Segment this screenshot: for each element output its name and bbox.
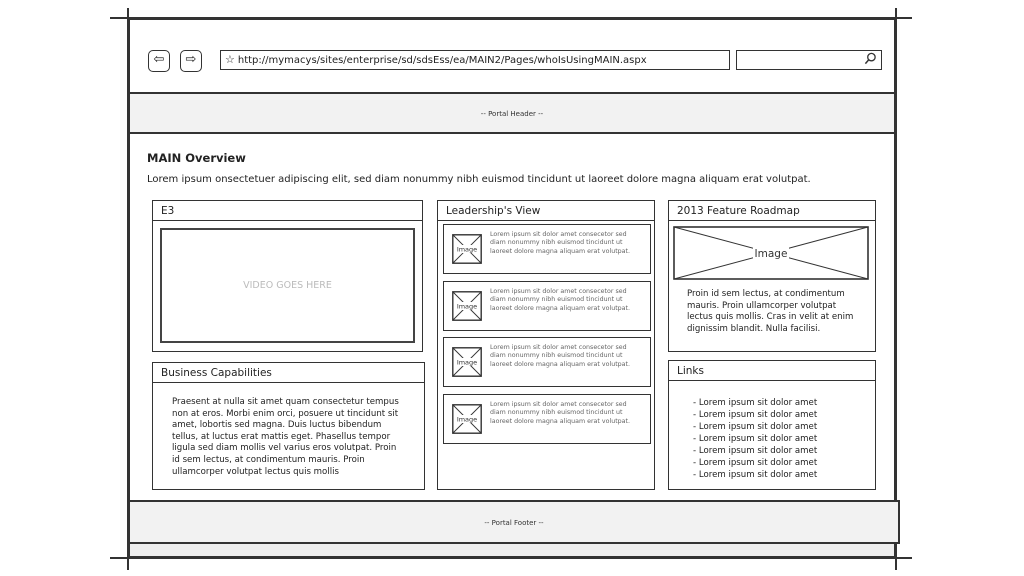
- leadership-item-text: [490, 231, 644, 256]
- search-input[interactable]: [736, 50, 882, 70]
- leadership-line: Lorem ipsum sit dolor amet consecetor sed: [490, 344, 627, 351]
- leadership-item[interactable]: [443, 394, 651, 444]
- image-label: Image: [456, 302, 478, 311]
- image-placeholder-icon: [452, 347, 482, 377]
- links-list: [693, 397, 817, 481]
- leadership-line: diam nonummy nibh euismod tincidunt ut: [490, 239, 623, 247]
- back-button[interactable]: [148, 50, 170, 72]
- roadmap-title: 2013 Feature Roadmap: [669, 201, 875, 221]
- leadership-line: Lorem ipsum sit dolor amet consecetor sed: [490, 401, 627, 408]
- links-panel: [668, 360, 876, 490]
- leadership-line: diam nonummy nibh euismod tincidunt ut: [490, 352, 623, 360]
- business-line: ullamcorper volutpat lectus quis mollis: [172, 466, 339, 477]
- leadership-line: Lorem ipsum sit dolor amet consecetor sed: [490, 288, 627, 295]
- image-label: Image: [456, 245, 478, 254]
- business-line: id sem lectus, at condimentum mauris. Proin: [172, 454, 365, 465]
- business-line: Praesent at nulla sit amet quam consectetur tempus: [172, 397, 399, 407]
- image-placeholder-icon: [452, 404, 482, 434]
- business-line: ligula sed diam mollis vel varius eros volutpat. Proin: [172, 443, 397, 454]
- business-line: tellus, at luctus erat mattis eget. Phasellus tempor: [172, 431, 391, 442]
- image-label: Image: [456, 358, 478, 367]
- image-placeholder-icon: [452, 291, 482, 321]
- roadmap-line: lectus quis mollis. Cras in velit at enim: [687, 312, 854, 323]
- url-text: http://mymacys/sites/enterprise/sd/sdsEss/ea/MAIN2/Pages/whoIsUsingMAIN.aspx: [237, 55, 647, 66]
- leadership-line: diam nonummy nibh euismod tincidunt ut: [490, 409, 623, 417]
- leadership-item[interactable]: [443, 281, 651, 331]
- leadership-line: diam nonummy nibh euismod tincidunt ut: [490, 296, 623, 304]
- portal-header: -- Portal Header --: [128, 92, 896, 134]
- e3-panel-title: E3: [153, 201, 422, 221]
- link-item[interactable]: - Lorem ipsum sit dolor amet: [693, 470, 818, 480]
- leadership-item[interactable]: [443, 224, 651, 274]
- roadmap-image-label: Image: [754, 248, 788, 260]
- leadership-item[interactable]: [443, 337, 651, 387]
- business-capabilities-panel: [152, 362, 425, 490]
- leadership-line: laoreet dolore magna aliquam erat volutpat.: [490, 304, 630, 312]
- leadership-line: laoreet dolore magna aliquam erat volutpat.: [490, 360, 630, 368]
- star-icon[interactable]: ☆: [225, 53, 235, 66]
- links-title: Links: [669, 361, 875, 381]
- business-capabilities-title: Business Capabilities: [153, 363, 424, 383]
- back-arrow-icon: ⇦: [153, 52, 165, 67]
- leadership-line: laoreet dolore magna aliquam erat volutpat.: [490, 417, 630, 425]
- address-bar[interactable]: [220, 50, 730, 70]
- roadmap-line: dignissim blandit. Nulla facilisi.: [687, 323, 821, 334]
- business-line: non at eros. Morbi enim orci, posuere ut tincidunt sit: [172, 408, 399, 419]
- roadmap-line: mauris. Proin ullamcorper volutpat: [687, 300, 837, 311]
- browser-status-bar: [128, 544, 896, 558]
- portal-footer: -- Portal Footer --: [128, 500, 900, 544]
- link-item[interactable]: - Lorem ipsum sit dolor amet: [693, 398, 818, 408]
- roadmap-line: Proin id sem lectus, at condimentum: [687, 289, 845, 299]
- leadership-item-text: [490, 401, 644, 426]
- link-item[interactable]: - Lorem ipsum sit dolor amet: [693, 446, 818, 456]
- image-placeholder-icon: [673, 226, 869, 280]
- forward-arrow-icon: ⇨: [185, 52, 197, 67]
- link-item[interactable]: - Lorem ipsum sit dolor amet: [693, 422, 818, 432]
- image-placeholder-icon: [452, 234, 482, 264]
- browser-chrome: [128, 18, 896, 92]
- roadmap-text: [687, 289, 873, 335]
- leadership-line: laoreet dolore magna aliquam erat volutpat.: [490, 247, 630, 255]
- business-capabilities-text: [172, 397, 422, 478]
- link-item[interactable]: - Lorem ipsum sit dolor amet: [693, 458, 818, 468]
- image-label: Image: [456, 415, 478, 424]
- link-item[interactable]: - Lorem ipsum sit dolor amet: [693, 410, 818, 420]
- leadership-item-text: [490, 344, 644, 369]
- leadership-view-title: Leadership's View: [438, 201, 654, 221]
- leadership-line: Lorem ipsum sit dolor amet consecetor sed: [490, 231, 627, 238]
- video-player[interactable]: VIDEO GOES HERE: [160, 228, 415, 343]
- search-icon[interactable]: [864, 52, 877, 65]
- business-line: amet, lobortis sed magna. Duis luctus bibendum: [172, 420, 382, 431]
- leadership-item-text: [490, 288, 644, 313]
- forward-button[interactable]: [180, 50, 202, 72]
- intro-text: Lorem ipsum onsectetuer adipiscing elit, sed diam nonummy nibh euismod tincidunt ut laoreet dolore magna aliquam erat volutpat.: [147, 174, 811, 185]
- page-title: MAIN Overview: [147, 151, 246, 165]
- link-item[interactable]: - Lorem ipsum sit dolor amet: [693, 434, 818, 444]
